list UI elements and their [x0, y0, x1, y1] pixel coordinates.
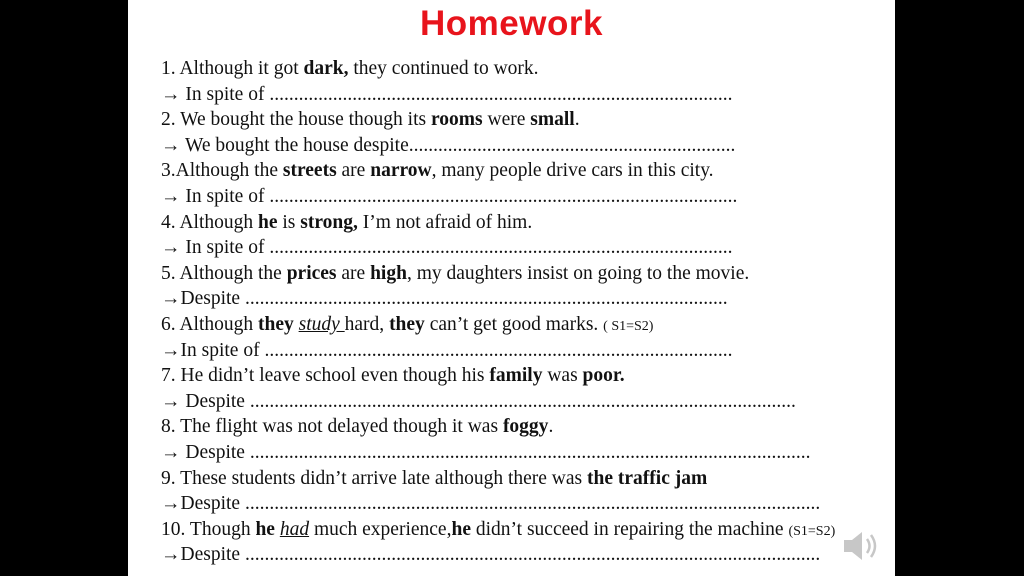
keyword: streets	[282, 160, 337, 182]
slide	[128, 0, 895, 576]
question-text: Although the	[179, 262, 287, 284]
exercise-question	[161, 159, 714, 183]
exercise-question	[161, 364, 625, 388]
arrow-icon: →	[161, 390, 181, 412]
arrow-icon: →	[161, 544, 181, 566]
slide-title: Homework	[420, 4, 603, 43]
keyword: dark,	[303, 58, 349, 79]
exercise-number: 6.	[161, 314, 176, 335]
answer-prompt: In spite of ...............................................................................................	[180, 237, 733, 259]
question-text: These students didn’t arrive late although there was	[180, 467, 588, 489]
question-text: , my daughters insist on going to the movie.	[406, 262, 750, 284]
keyword: foggy	[502, 416, 549, 438]
exercise-number: 1.	[161, 58, 176, 79]
arrow-icon: →	[161, 339, 181, 361]
speaker-icon[interactable]	[840, 528, 880, 564]
answer-prompt: In spite of ................................................................................................	[180, 339, 733, 361]
subject-note: ( S1=S2)	[603, 319, 654, 334]
keyword: narrow	[370, 160, 432, 182]
keyword: high	[370, 262, 407, 284]
subject-note: (S1=S2)	[788, 523, 836, 539]
question-text: Though	[189, 518, 256, 540]
exercise-question	[161, 518, 835, 544]
answer-prompt: Despite ......................................................................................................................	[180, 544, 821, 566]
arrow-icon: →	[161, 186, 181, 207]
answer-line[interactable]	[161, 287, 728, 311]
exercise-number: 2.	[161, 109, 176, 131]
keyword: strong,	[300, 211, 358, 233]
answer-line[interactable]	[161, 390, 796, 414]
question-text: were	[482, 109, 531, 131]
exercise-number: 3.	[161, 160, 176, 182]
keyword: he	[257, 211, 278, 233]
question-text: Although it got	[179, 58, 304, 79]
question-text: , many people drive cars in this city.	[431, 160, 714, 182]
keyword: small	[530, 109, 575, 131]
answer-line[interactable]	[161, 492, 820, 516]
question-text: are	[336, 160, 371, 182]
answer-prompt: Despite ...................................................................................................................	[180, 442, 811, 463]
answer-line[interactable]	[161, 441, 810, 465]
arrow-icon: →	[161, 83, 181, 105]
question-text: didn’t succeed in repairing the machine	[470, 518, 789, 540]
exercise-question	[161, 108, 580, 132]
keyword: the traffic jam	[587, 467, 708, 489]
arrow-icon: →	[161, 134, 181, 156]
keyword: he	[451, 518, 471, 540]
answer-prompt: Despite ...................................................................................................	[180, 288, 728, 310]
exercise-number: 5.	[161, 262, 176, 284]
question-text: Although the	[175, 160, 283, 182]
exercise-number: 9.	[161, 467, 176, 489]
question-text: was	[542, 365, 583, 387]
question-text: Although	[179, 314, 258, 335]
keyword: family	[489, 365, 543, 387]
question-text: they continued to work.	[348, 58, 539, 79]
keyword: poor.	[582, 365, 625, 387]
exercise-question	[161, 313, 653, 339]
question-text: is	[277, 211, 301, 233]
keyword: they	[389, 314, 425, 335]
underlined-verb: study	[298, 314, 345, 335]
exercise-number: 10.	[161, 518, 186, 540]
arrow-icon: →	[161, 493, 181, 515]
exercise-number: 8.	[161, 416, 176, 438]
answer-line[interactable]	[161, 339, 732, 363]
answer-prompt: Despite ................................................................................................................	[180, 390, 796, 412]
keyword: he	[255, 518, 275, 540]
keyword: they	[257, 314, 294, 335]
question-text: Although	[179, 211, 258, 233]
question-text: .	[548, 416, 554, 438]
exercise-question	[161, 415, 553, 439]
answer-line[interactable]	[161, 543, 820, 567]
question-text: We bought the house though its	[180, 109, 431, 131]
answer-prompt: In spite of ................................................................................................	[180, 186, 738, 207]
question-text: .	[574, 109, 580, 131]
keyword: prices	[286, 262, 337, 284]
underlined-verb: had	[279, 518, 310, 540]
question-text: He didn’t leave school even though his	[180, 365, 490, 387]
answer-line[interactable]	[161, 83, 732, 107]
exercise-number: 4.	[161, 211, 176, 233]
answer-line[interactable]	[161, 185, 737, 209]
question-text: much experience,	[309, 518, 452, 540]
keyword: rooms	[430, 109, 483, 131]
arrow-icon: →	[161, 288, 181, 310]
exercise-number: 7.	[161, 365, 176, 387]
exercise-question	[161, 57, 539, 81]
answer-line[interactable]	[161, 134, 735, 158]
exercise-question	[161, 467, 707, 491]
answer-prompt: In spite of ...............................................................................................	[180, 83, 733, 105]
question-text: are	[336, 262, 371, 284]
arrow-icon: →	[161, 237, 181, 259]
question-text: The flight was not delayed though it was	[180, 416, 503, 438]
question-text: I’m not afraid of him.	[357, 211, 533, 233]
exercise-question	[161, 262, 749, 286]
question-text: can’t get good marks.	[424, 314, 604, 335]
answer-line[interactable]	[161, 236, 732, 260]
answer-prompt: We bought the house despite...................................................................	[180, 134, 736, 156]
answer-prompt: Despite ......................................................................................................................	[180, 493, 821, 515]
exercise-question	[161, 211, 532, 235]
arrow-icon: →	[161, 442, 181, 463]
question-text: hard,	[344, 314, 390, 335]
